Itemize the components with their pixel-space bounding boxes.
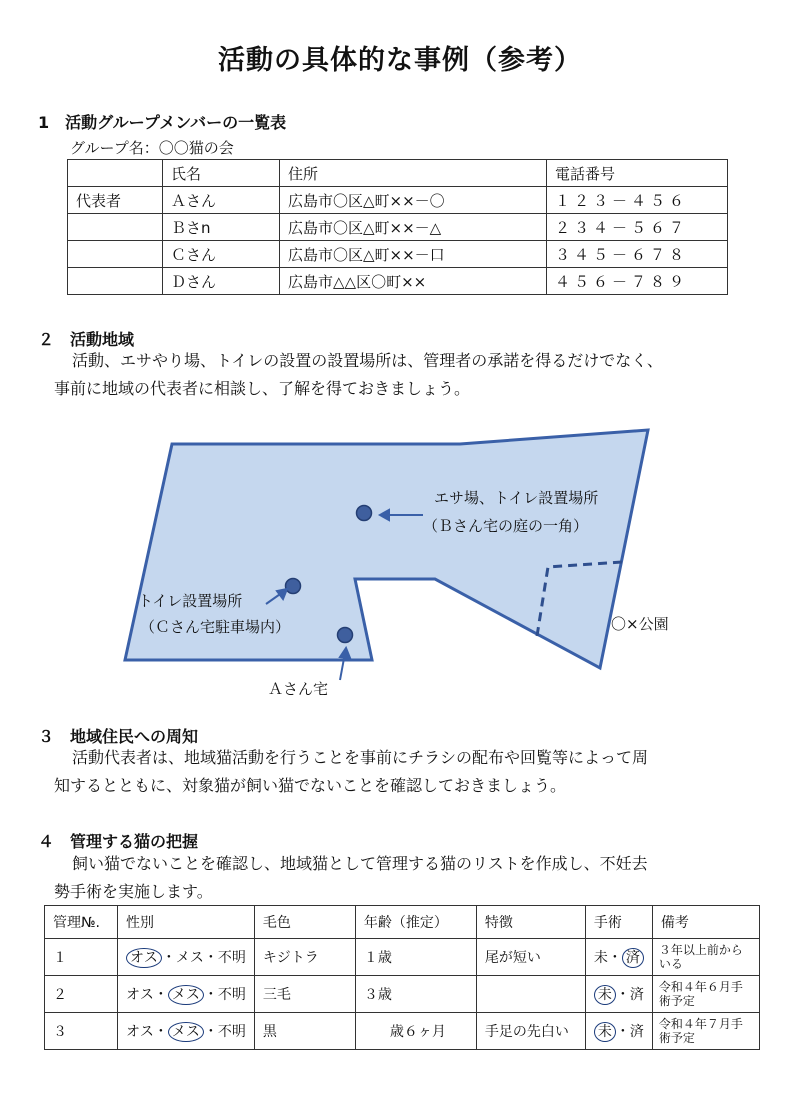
label-house-a: Ａさん宅 [268,680,329,698]
sex-option: メス [175,949,204,966]
surgery-selected: 済 [622,948,644,968]
cell-sex: オス ・メス・不明 [118,939,255,976]
section4-text-line1: 飼い猫でないことを確認し、地域猫として管理する猫のリストを作成し、不妊去 [72,854,648,873]
cell-name: Ａさん [163,187,280,214]
group-name: グループ名：〇〇猫の会 [70,139,234,157]
cell-surgery: 未 ・済 [585,976,652,1013]
cell-color: 三毛 [254,976,355,1013]
cell-surgery: 未・ 済 [585,939,652,976]
house-a-marker [338,628,353,643]
surgery-option: 未 [593,949,608,966]
section4-heading: ４ 管理する猫の把握 [38,832,199,851]
label-toilet-spot-sub: （Ｃさん宅駐車場内） [140,618,291,636]
feeding-spot-marker [357,506,372,521]
cell-no: ３ [45,1013,118,1050]
cell-no: ２ [45,976,118,1013]
cell-feature: 尾が短い [476,939,585,976]
cell-name: Ｂさn [163,214,280,241]
cell-role: 代表者 [68,187,163,214]
surgery-option: 済 [629,986,644,1003]
col-header-color: 毛色 [254,906,355,939]
cell-age: 歳６ヶ月 [355,1013,476,1050]
sex-option: 不明 [217,986,246,1003]
sex-option: オス [126,986,154,1003]
sex-option: 不明 [217,949,246,966]
section3-text-line1: 活動代表者は、地域猫活動を行うことを事前にチラシの配布や回覧等によって周 [72,748,649,767]
sex-option: オス [126,1023,154,1040]
sex-selected: メス [168,1022,204,1042]
cell-address: 広島市△△区〇町×× [280,268,547,295]
cell-phone: １２３－４５６ [547,187,728,214]
section2-heading: ２ 活動地域 [38,330,135,349]
surgery-selected: 未 [594,1022,616,1042]
cell-phone: ２３４－５６７ [547,214,728,241]
surgery-selected: 未 [594,985,616,1005]
section3-heading: ３ 地域住民への周知 [38,727,199,746]
col-header-sex: 性別 [118,906,255,939]
table-row [45,939,760,976]
sex-option: 不明 [217,1023,246,1040]
col-header-age: 年齢（推定） [355,906,476,939]
cell-note: 令和４年７月手術予定 [652,1013,759,1050]
cell-surgery: 未 ・済 [585,1013,652,1050]
cell-note: 令和４年６月手術予定 [652,976,759,1013]
label-feeding-spot-sub: （Ｂさん宅の庭の一角） [423,517,589,535]
col-header-feature: 特徴 [476,906,585,939]
section2-text-line1: 活動、エサやり場、トイレの設置の設置場所は、管理者の承諾を得るだけでなく、 [72,351,663,370]
table-row [45,976,760,1013]
cell-address: 広島市〇区△町××－口 [280,241,547,268]
label-park: 〇×公園 [611,615,669,633]
sex-selected: オス [126,948,162,968]
section2-text-line2: 事前に地域の代表者に相談し、了解を得ておきましょう。 [54,379,471,398]
col-header-name: 氏名 [163,160,280,187]
table-header-row [45,906,760,939]
cell-phone: ４５６－７８９ [547,268,728,295]
cell-address: 広島市〇区△町××－△ [280,214,547,241]
toilet-spot-marker [286,579,301,594]
cell-sex: オス・ メス ・不明 [118,976,255,1013]
label-toilet-spot: トイレ設置場所 [138,592,243,610]
cell-no: １ [45,939,118,976]
sex-selected: メス [168,985,204,1005]
cell-feature: 手足の先白い [476,1013,585,1050]
cell-color: 黒 [254,1013,355,1050]
cell-sex: オス・ メス ・不明 [118,1013,255,1050]
cell-name: Ｃさん [163,241,280,268]
cell-phone: ３４５－６７８ [547,241,728,268]
cat-table [44,905,760,1050]
col-header-phone: 電話番号 [547,160,728,187]
surgery-option: 済 [629,1023,644,1040]
section1-heading: 1 活動グループメンバーの一覧表 [38,113,287,132]
cell-color: キジトラ [254,939,355,976]
col-header-surgery: 手術 [585,906,652,939]
page-title: 活動の具体的な事例（参考） [218,45,582,76]
cell-note: ３年以上前からいる [652,939,759,976]
cell-age: １歳 [355,939,476,976]
section4-text-line2: 勢手術を実施します。 [54,882,213,901]
label-feeding-spot: エサ場、トイレ設置場所 [434,489,599,507]
cell-age: ３歳 [355,976,476,1013]
section3-text-line2: 知するとともに、対象猫が飼い猫でないことを確認しておきましょう。 [54,776,567,795]
cell-feature [476,976,585,1013]
table-row [45,1013,760,1050]
col-header-address: 住所 [280,160,547,187]
col-header-no: 管理№. [45,906,118,939]
cell-address: 広島市〇区△町××－〇 [280,187,547,214]
cell-name: Ｄさん [163,268,280,295]
col-header-note: 備考 [652,906,759,939]
